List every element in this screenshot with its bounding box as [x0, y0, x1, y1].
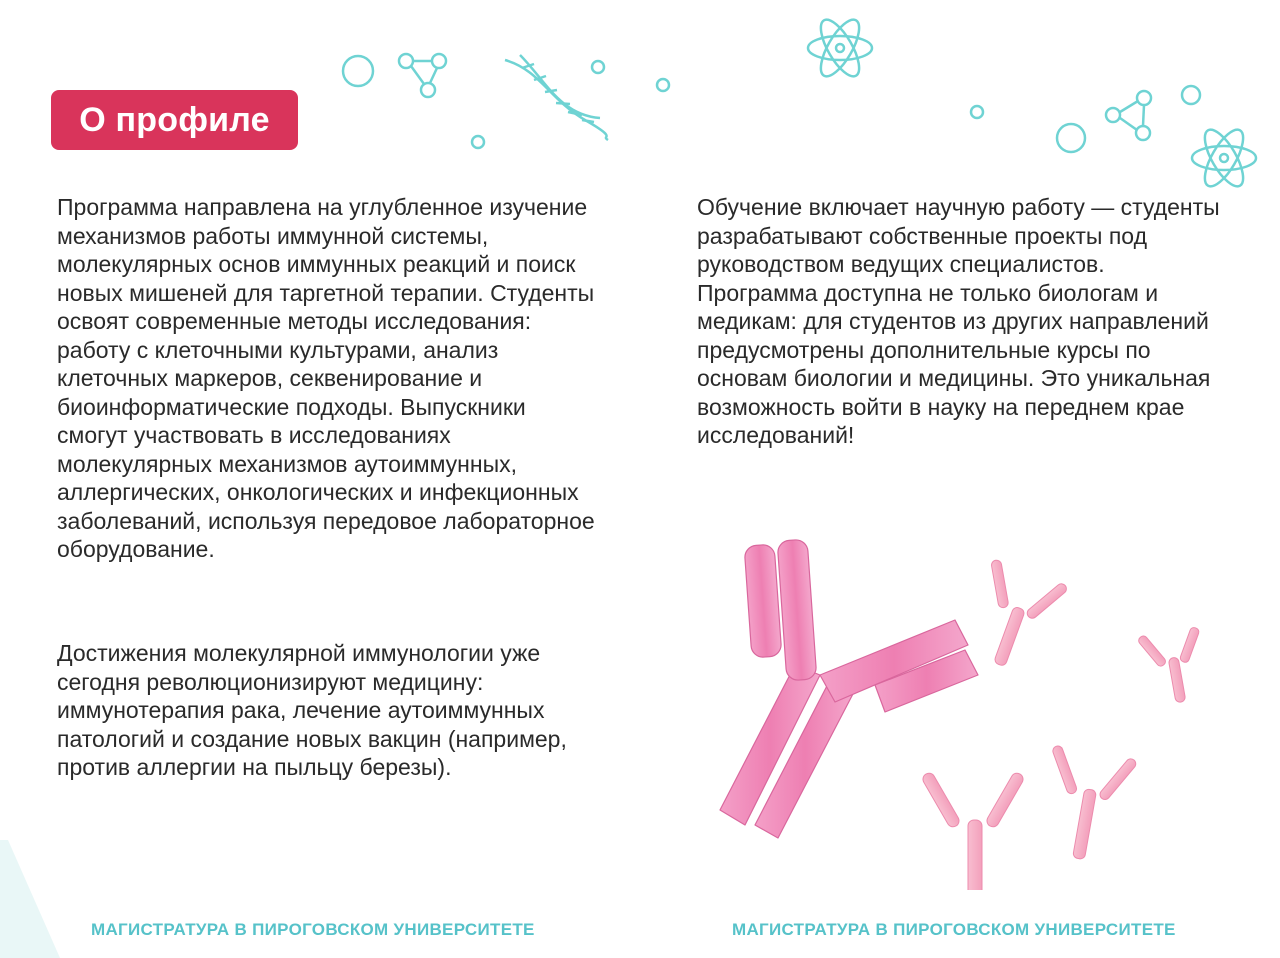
left-paragraph-2: Достижения молекулярной иммунологии уже сегодня революционизируют медицину: иммунотерапия рака, лечение аутоиммунных патологий и создание новых вакцин (например, против аллергии на пыльцу березы).: [57, 640, 567, 780]
circle-icon: [657, 79, 669, 91]
footer-left-caption: МАГИСТРАТУРА В ПИРОГОВСКОМ УНИВЕРСИТЕТЕ: [91, 920, 535, 939]
circle-icon: [1182, 86, 1200, 104]
atom-icon: [808, 14, 872, 81]
footer-right-caption: МАГИСТРАТУРА В ПИРОГОВСКОМ УНИВЕРСИТЕТЕ: [732, 920, 1176, 939]
right-paragraph-1: Обучение включает научную работу — студенты разрабатывают собственные проекты под руководством ведущих специалистов. Программа доступна не только биологам и медикам: для студентов из других направлений предусмотрены дополнительные курсы по основам биологии и медицины. Это уникальная возможность войти в науку на переднем крае исследований!: [697, 194, 1220, 448]
antibody-small: [921, 556, 1212, 890]
left-paragraph-1: Программа направлена на углубленное изучение механизмов работы иммунной системы, молекулярных основ иммунных реакций и поиск новых мишеней для таргетной терапии. Студенты освоят современные методы исследования: работу с клеточными культурами, анализ клеточных маркеров, секвенирование и биоинформатические подходы. Выпускники смогут участвовать в исследованиях молекулярных механизмов аутоиммунных, аллергических, онкологических и инфекционных заболеваний, используя передовое лабораторное оборудование.: [57, 194, 595, 562]
circle-icon: [592, 61, 604, 73]
antibody-illustration: [700, 520, 1220, 890]
circle-icon: [1057, 124, 1085, 152]
page-title: О профиле: [51, 90, 298, 150]
molecule-icon: [1106, 91, 1151, 140]
corner-decor: [0, 820, 80, 958]
circle-icon: [343, 56, 373, 86]
molecule-icon: [399, 54, 446, 97]
circle-icon: [971, 106, 983, 118]
atom-icon: [1192, 124, 1256, 191]
circle-icon: [472, 136, 484, 148]
